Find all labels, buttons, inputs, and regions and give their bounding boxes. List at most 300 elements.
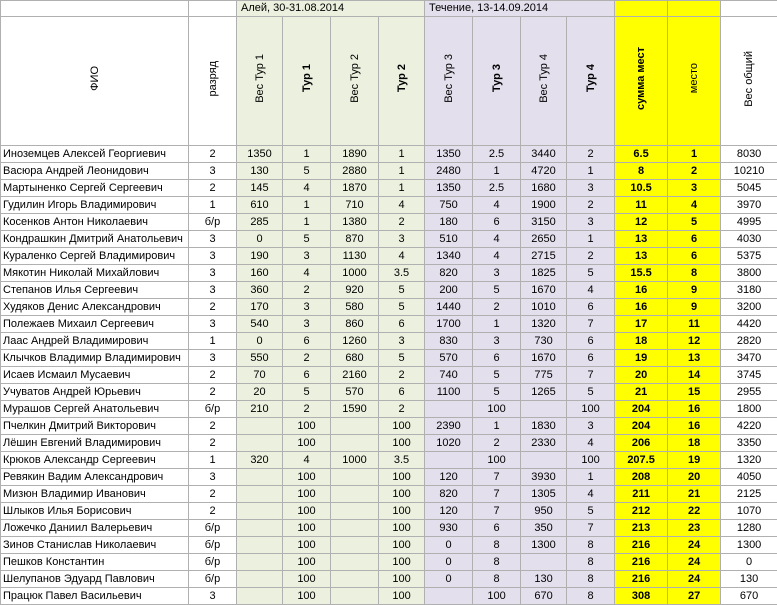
cell-ves-tur-1[interactable] <box>237 537 283 554</box>
cell-ves-obshiy[interactable]: 1300 <box>721 537 777 554</box>
cell-ves-tur-4[interactable]: 1265 <box>521 384 567 401</box>
cell-ves-tur-4[interactable]: 130 <box>521 571 567 588</box>
cell-tur-1[interactable]: 2 <box>283 401 331 418</box>
cell-ves-tur-1[interactable]: 320 <box>237 452 283 469</box>
cell-summa-mest[interactable]: 308 <box>615 588 668 605</box>
cell-summa-mest[interactable]: 12 <box>615 214 668 231</box>
cell-ves-tur-2[interactable]: 1890 <box>331 146 379 163</box>
cell-tur-1[interactable]: 100 <box>283 520 331 537</box>
cell-tur-2[interactable]: 4 <box>379 197 425 214</box>
cell-ves-tur-1[interactable]: 190 <box>237 248 283 265</box>
cell-tur-1[interactable]: 3 <box>283 316 331 333</box>
cell-tur-1[interactable]: 5 <box>283 384 331 401</box>
cell-tur-3[interactable]: 100 <box>473 452 521 469</box>
cell-ves-obshiy[interactable]: 4995 <box>721 214 777 231</box>
cell-tur-4[interactable]: 2 <box>567 248 615 265</box>
cell-mesto[interactable]: 8 <box>668 265 721 282</box>
cell-mesto[interactable]: 4 <box>668 197 721 214</box>
cell-ves-tur-3[interactable]: 1700 <box>425 316 473 333</box>
header-mesto[interactable]: место <box>668 17 721 146</box>
cell-ves-tur-1[interactable] <box>237 503 283 520</box>
cell-ves-obshiy[interactable]: 3970 <box>721 197 777 214</box>
cell-ves-tur-1[interactable]: 285 <box>237 214 283 231</box>
cell-tur-3[interactable]: 2.5 <box>473 180 521 197</box>
cell-summa-mest[interactable]: 13 <box>615 231 668 248</box>
cell-tur-3[interactable]: 5 <box>473 282 521 299</box>
cell-ves-tur-2[interactable] <box>331 588 379 605</box>
cell-ves-tur-2[interactable] <box>331 486 379 503</box>
cell-fio[interactable]: Шлыков Илья Борисович <box>1 503 189 520</box>
cell-razryad[interactable]: б/р <box>189 571 237 588</box>
cell-fio[interactable]: Кураленко Сергей Владимирович <box>1 248 189 265</box>
cell-ves-tur-2[interactable] <box>331 503 379 520</box>
cell-ves-tur-2[interactable]: 1260 <box>331 333 379 350</box>
cell-summa-mest[interactable]: 18 <box>615 333 668 350</box>
cell-ves-tur-1[interactable]: 145 <box>237 180 283 197</box>
cell-summa-mest[interactable]: 216 <box>615 537 668 554</box>
cell-ves-obshiy[interactable]: 3745 <box>721 367 777 384</box>
cell-mesto[interactable]: 3 <box>668 180 721 197</box>
cell-tur-3[interactable]: 8 <box>473 554 521 571</box>
cell-tur-4[interactable]: 1 <box>567 163 615 180</box>
cell-tur-2[interactable]: 100 <box>379 588 425 605</box>
cell-ves-obshiy[interactable]: 670 <box>721 588 777 605</box>
cell-ves-tur-3[interactable]: 830 <box>425 333 473 350</box>
cell-ves-tur-2[interactable]: 1000 <box>331 265 379 282</box>
cell-razryad[interactable]: 2 <box>189 435 237 452</box>
cell-ves-obshiy[interactable]: 1320 <box>721 452 777 469</box>
cell-tur-4[interactable]: 6 <box>567 350 615 367</box>
cell-tur-4[interactable]: 4 <box>567 435 615 452</box>
cell-tur-2[interactable]: 3.5 <box>379 265 425 282</box>
cell-ves-tur-2[interactable]: 920 <box>331 282 379 299</box>
cell-fio[interactable]: Худяков Денис Александрович <box>1 299 189 316</box>
cell-ves-obshiy[interactable]: 10210 <box>721 163 777 180</box>
cell-tur-3[interactable]: 6 <box>473 520 521 537</box>
cell-tur-2[interactable]: 5 <box>379 299 425 316</box>
cell-summa-mest[interactable]: 206 <box>615 435 668 452</box>
cell-tur-2[interactable]: 100 <box>379 418 425 435</box>
cell-ves-tur-1[interactable]: 130 <box>237 163 283 180</box>
cell-fio[interactable]: Учуватов Андрей Юрьевич <box>1 384 189 401</box>
cell-mesto[interactable]: 15 <box>668 384 721 401</box>
cell-tur-1[interactable]: 100 <box>283 571 331 588</box>
cell-tur-3[interactable]: 6 <box>473 214 521 231</box>
cell-tur-4[interactable]: 100 <box>567 452 615 469</box>
cell-ves-obshiy[interactable]: 0 <box>721 554 777 571</box>
header-ves-obshiy[interactable]: Вес общий <box>721 17 777 146</box>
cell-ves-tur-3[interactable]: 0 <box>425 571 473 588</box>
cell-tur-4[interactable]: 3 <box>567 214 615 231</box>
cell-tur-2[interactable]: 100 <box>379 435 425 452</box>
cell-fio[interactable]: Пчелкин Дмитрий Викторович <box>1 418 189 435</box>
cell-razryad[interactable]: 2 <box>189 503 237 520</box>
cell-ves-tur-2[interactable]: 580 <box>331 299 379 316</box>
cell-ves-tur-3[interactable]: 2390 <box>425 418 473 435</box>
cell-mesto[interactable]: 6 <box>668 231 721 248</box>
cell-ves-tur-2[interactable]: 570 <box>331 384 379 401</box>
cell-ves-tur-1[interactable] <box>237 571 283 588</box>
cell-fio[interactable]: Шелупанов Эдуард Павлович <box>1 571 189 588</box>
cell-ves-obshiy[interactable]: 2125 <box>721 486 777 503</box>
cell-ves-tur-1[interactable] <box>237 486 283 503</box>
cell-fio[interactable]: Кондрашкин Дмитрий Анатольевич <box>1 231 189 248</box>
cell-summa-mest[interactable]: 216 <box>615 554 668 571</box>
cell-ves-tur-1[interactable]: 550 <box>237 350 283 367</box>
cell-ves-tur-1[interactable] <box>237 418 283 435</box>
cell-tur-4[interactable]: 5 <box>567 265 615 282</box>
cell-tur-1[interactable]: 1 <box>283 214 331 231</box>
cell-ves-tur-3[interactable]: 570 <box>425 350 473 367</box>
cell-tur-3[interactable]: 5 <box>473 367 521 384</box>
cell-ves-tur-2[interactable]: 1000 <box>331 452 379 469</box>
header-ves-tur-4[interactable]: Вес Тур 4 <box>521 17 567 146</box>
cell-ves-obshiy[interactable]: 3200 <box>721 299 777 316</box>
cell-ves-tur-1[interactable]: 540 <box>237 316 283 333</box>
cell-ves-tur-2[interactable]: 1870 <box>331 180 379 197</box>
cell-fio[interactable]: Полежаев Михаил Сергеевич <box>1 316 189 333</box>
cell-tur-3[interactable]: 5 <box>473 384 521 401</box>
cell-summa-mest[interactable]: 204 <box>615 418 668 435</box>
cell-tur-2[interactable]: 1 <box>379 163 425 180</box>
cell-razryad[interactable]: б/р <box>189 554 237 571</box>
cell-ves-tur-4[interactable]: 1900 <box>521 197 567 214</box>
cell-fio[interactable]: Лёшин Евгений Владимирович <box>1 435 189 452</box>
cell-mesto[interactable]: 16 <box>668 401 721 418</box>
cell-ves-tur-4[interactable]: 3440 <box>521 146 567 163</box>
cell-tur-4[interactable]: 8 <box>567 588 615 605</box>
cell-tur-4[interactable]: 5 <box>567 384 615 401</box>
cell-mesto[interactable]: 21 <box>668 486 721 503</box>
cell-razryad[interactable]: 3 <box>189 248 237 265</box>
cell-ves-tur-4[interactable]: 1300 <box>521 537 567 554</box>
cell-ves-tur-2[interactable] <box>331 571 379 588</box>
cell-tur-1[interactable]: 100 <box>283 486 331 503</box>
cell-tur-3[interactable]: 8 <box>473 571 521 588</box>
cell-tur-1[interactable]: 4 <box>283 180 331 197</box>
cell-ves-tur-2[interactable] <box>331 537 379 554</box>
cell-ves-tur-3[interactable]: 1020 <box>425 435 473 452</box>
cell-razryad[interactable]: 3 <box>189 350 237 367</box>
cell-ves-tur-4[interactable]: 4720 <box>521 163 567 180</box>
cell-ves-obshiy[interactable]: 4420 <box>721 316 777 333</box>
cell-razryad[interactable]: б/р <box>189 214 237 231</box>
cell-mesto[interactable]: 9 <box>668 299 721 316</box>
cell-ves-tur-1[interactable]: 160 <box>237 265 283 282</box>
cell-ves-tur-4[interactable] <box>521 452 567 469</box>
cell-ves-tur-3[interactable]: 180 <box>425 214 473 231</box>
cell-razryad[interactable]: 2 <box>189 486 237 503</box>
cell-mesto[interactable]: 13 <box>668 350 721 367</box>
cell-mesto[interactable]: 27 <box>668 588 721 605</box>
header-ves-tur-3[interactable]: Вес Тур 3 <box>425 17 473 146</box>
cell-tur-3[interactable]: 4 <box>473 231 521 248</box>
cell-tur-3[interactable]: 100 <box>473 401 521 418</box>
cell-summa-mest[interactable]: 211 <box>615 486 668 503</box>
cell-ves-tur-4[interactable] <box>521 554 567 571</box>
cell-fio[interactable]: Гудилин Игорь Владимирович <box>1 197 189 214</box>
cell-mesto[interactable]: 24 <box>668 571 721 588</box>
cell-ves-tur-4[interactable]: 1680 <box>521 180 567 197</box>
cell-ves-tur-3[interactable] <box>425 401 473 418</box>
cell-tur-3[interactable]: 100 <box>473 588 521 605</box>
cell-mesto[interactable]: 24 <box>668 554 721 571</box>
cell-fio[interactable]: Иноземцев Алексей Георгиевич <box>1 146 189 163</box>
cell-fio[interactable]: Мизюн Владимир Иванович <box>1 486 189 503</box>
cell-tur-1[interactable]: 5 <box>283 231 331 248</box>
cell-tur-4[interactable]: 7 <box>567 520 615 537</box>
cell-tur-2[interactable]: 2 <box>379 214 425 231</box>
cell-ves-obshiy[interactable]: 3470 <box>721 350 777 367</box>
cell-tur-1[interactable]: 100 <box>283 554 331 571</box>
cell-tur-3[interactable]: 7 <box>473 486 521 503</box>
cell-tur-4[interactable]: 1 <box>567 469 615 486</box>
cell-tur-3[interactable]: 1 <box>473 418 521 435</box>
cell-fio[interactable]: Исаев Исмаил Мусаевич <box>1 367 189 384</box>
cell-fio[interactable]: Ревякин Вадим Александрович <box>1 469 189 486</box>
cell-tur-4[interactable]: 1 <box>567 231 615 248</box>
cell-tur-3[interactable]: 1 <box>473 316 521 333</box>
cell-tur-4[interactable]: 7 <box>567 316 615 333</box>
cell-tur-2[interactable]: 3.5 <box>379 452 425 469</box>
cell-ves-tur-3[interactable]: 200 <box>425 282 473 299</box>
cell-ves-tur-4[interactable]: 1830 <box>521 418 567 435</box>
cell-razryad[interactable]: 3 <box>189 163 237 180</box>
cell-ves-tur-3[interactable]: 1350 <box>425 146 473 163</box>
cell-ves-tur-4[interactable]: 1320 <box>521 316 567 333</box>
cell-ves-tur-3[interactable]: 510 <box>425 231 473 248</box>
cell-ves-tur-1[interactable]: 360 <box>237 282 283 299</box>
cell-ves-tur-4[interactable]: 1670 <box>521 282 567 299</box>
cell-tur-1[interactable]: 3 <box>283 248 331 265</box>
group-label-aley[interactable]: Алей, 30-31.08.2014 <box>237 1 425 17</box>
cell-tur-2[interactable]: 3 <box>379 231 425 248</box>
cell-ves-tur-2[interactable]: 860 <box>331 316 379 333</box>
cell-tur-1[interactable]: 2 <box>283 350 331 367</box>
cell-tur-4[interactable]: 100 <box>567 401 615 418</box>
cell-tur-4[interactable]: 8 <box>567 554 615 571</box>
cell-ves-obshiy[interactable]: 1800 <box>721 401 777 418</box>
cell-ves-tur-1[interactable] <box>237 520 283 537</box>
cell-ves-tur-4[interactable]: 350 <box>521 520 567 537</box>
cell-ves-tur-4[interactable]: 2650 <box>521 231 567 248</box>
empty-cell[interactable] <box>1 1 189 17</box>
cell-fio[interactable]: Мурашов Сергей Анатольевич <box>1 401 189 418</box>
cell-ves-tur-2[interactable]: 680 <box>331 350 379 367</box>
cell-tur-2[interactable]: 2 <box>379 367 425 384</box>
cell-summa-mest[interactable]: 208 <box>615 469 668 486</box>
cell-ves-tur-3[interactable]: 820 <box>425 486 473 503</box>
cell-ves-tur-2[interactable]: 710 <box>331 197 379 214</box>
cell-fio[interactable]: Лаас Андрей Владимирович <box>1 333 189 350</box>
cell-ves-tur-3[interactable]: 120 <box>425 503 473 520</box>
cell-tur-1[interactable]: 3 <box>283 299 331 316</box>
cell-razryad[interactable]: 3 <box>189 282 237 299</box>
cell-ves-obshiy[interactable]: 4050 <box>721 469 777 486</box>
header-summa-mest[interactable]: сумма мест <box>615 17 668 146</box>
cell-ves-tur-2[interactable] <box>331 520 379 537</box>
cell-fio[interactable]: Працюк Павел Васильевич <box>1 588 189 605</box>
cell-tur-3[interactable]: 7 <box>473 469 521 486</box>
cell-tur-3[interactable]: 8 <box>473 537 521 554</box>
cell-tur-2[interactable]: 5 <box>379 282 425 299</box>
cell-tur-4[interactable]: 7 <box>567 367 615 384</box>
cell-summa-mest[interactable]: 213 <box>615 520 668 537</box>
cell-ves-obshiy[interactable]: 4220 <box>721 418 777 435</box>
cell-razryad[interactable]: 2 <box>189 180 237 197</box>
cell-ves-tur-1[interactable] <box>237 469 283 486</box>
cell-mesto[interactable]: 5 <box>668 214 721 231</box>
cell-razryad[interactable]: 1 <box>189 333 237 350</box>
cell-ves-tur-3[interactable]: 120 <box>425 469 473 486</box>
cell-ves-tur-1[interactable]: 1350 <box>237 146 283 163</box>
cell-razryad[interactable]: 2 <box>189 146 237 163</box>
cell-ves-obshiy[interactable]: 5375 <box>721 248 777 265</box>
cell-tur-3[interactable]: 4 <box>473 197 521 214</box>
header-tur-3[interactable]: Тур 3 <box>473 17 521 146</box>
cell-mesto[interactable]: 6 <box>668 248 721 265</box>
cell-summa-mest[interactable]: 11 <box>615 197 668 214</box>
cell-tur-4[interactable]: 8 <box>567 537 615 554</box>
cell-summa-mest[interactable]: 8 <box>615 163 668 180</box>
cell-ves-tur-1[interactable] <box>237 554 283 571</box>
cell-tur-2[interactable]: 100 <box>379 571 425 588</box>
cell-ves-tur-4[interactable]: 3930 <box>521 469 567 486</box>
cell-razryad[interactable]: 3 <box>189 316 237 333</box>
cell-tur-2[interactable]: 100 <box>379 469 425 486</box>
cell-razryad[interactable]: б/р <box>189 520 237 537</box>
cell-tur-4[interactable]: 4 <box>567 486 615 503</box>
cell-ves-tur-3[interactable]: 2480 <box>425 163 473 180</box>
cell-tur-3[interactable]: 3 <box>473 333 521 350</box>
cell-tur-4[interactable]: 6 <box>567 333 615 350</box>
cell-mesto[interactable]: 1 <box>668 146 721 163</box>
cell-fio[interactable]: Васюра Андрей Леонидович <box>1 163 189 180</box>
cell-ves-tur-2[interactable] <box>331 418 379 435</box>
cell-razryad[interactable]: 1 <box>189 452 237 469</box>
cell-ves-tur-1[interactable] <box>237 435 283 452</box>
cell-tur-4[interactable]: 3 <box>567 418 615 435</box>
cell-summa-mest[interactable]: 204 <box>615 401 668 418</box>
cell-ves-tur-1[interactable]: 210 <box>237 401 283 418</box>
cell-ves-tur-3[interactable]: 1340 <box>425 248 473 265</box>
cell-ves-tur-2[interactable] <box>331 435 379 452</box>
cell-tur-1[interactable]: 100 <box>283 537 331 554</box>
cell-ves-tur-4[interactable]: 730 <box>521 333 567 350</box>
cell-ves-tur-4[interactable]: 670 <box>521 588 567 605</box>
cell-mesto[interactable]: 24 <box>668 537 721 554</box>
cell-ves-tur-4[interactable]: 2330 <box>521 435 567 452</box>
cell-tur-2[interactable]: 6 <box>379 316 425 333</box>
cell-mesto[interactable]: 11 <box>668 316 721 333</box>
cell-tur-1[interactable]: 100 <box>283 503 331 520</box>
cell-ves-tur-3[interactable]: 1100 <box>425 384 473 401</box>
cell-summa-mest[interactable]: 15.5 <box>615 265 668 282</box>
cell-razryad[interactable]: 3 <box>189 231 237 248</box>
cell-tur-3[interactable]: 2 <box>473 435 521 452</box>
cell-summa-mest[interactable]: 21 <box>615 384 668 401</box>
cell-tur-2[interactable]: 100 <box>379 520 425 537</box>
cell-summa-mest[interactable]: 19 <box>615 350 668 367</box>
cell-fio[interactable]: Мартыненко Сергей Сергеевич <box>1 180 189 197</box>
cell-ves-tur-3[interactable]: 740 <box>425 367 473 384</box>
cell-ves-obshiy[interactable]: 5045 <box>721 180 777 197</box>
cell-ves-tur-4[interactable]: 775 <box>521 367 567 384</box>
cell-tur-1[interactable]: 1 <box>283 197 331 214</box>
cell-summa-mest[interactable]: 16 <box>615 299 668 316</box>
cell-tur-2[interactable]: 100 <box>379 554 425 571</box>
cell-tur-2[interactable]: 100 <box>379 537 425 554</box>
cell-ves-tur-4[interactable]: 1825 <box>521 265 567 282</box>
cell-tur-1[interactable]: 4 <box>283 265 331 282</box>
cell-tur-2[interactable]: 6 <box>379 384 425 401</box>
cell-ves-obshiy[interactable]: 4030 <box>721 231 777 248</box>
cell-ves-tur-1[interactable]: 0 <box>237 231 283 248</box>
cell-tur-1[interactable]: 1 <box>283 146 331 163</box>
cell-fio[interactable]: Крюков Александр Сергеевич <box>1 452 189 469</box>
cell-mesto[interactable]: 9 <box>668 282 721 299</box>
cell-ves-tur-3[interactable]: 1350 <box>425 180 473 197</box>
cell-ves-tur-4[interactable]: 950 <box>521 503 567 520</box>
cell-razryad[interactable]: 3 <box>189 265 237 282</box>
cell-ves-obshiy[interactable]: 2955 <box>721 384 777 401</box>
cell-tur-1[interactable]: 100 <box>283 469 331 486</box>
cell-mesto[interactable]: 12 <box>668 333 721 350</box>
cell-summa-mest[interactable]: 212 <box>615 503 668 520</box>
cell-tur-4[interactable]: 4 <box>567 282 615 299</box>
cell-mesto[interactable]: 22 <box>668 503 721 520</box>
cell-summa-mest[interactable]: 16 <box>615 282 668 299</box>
empty-cell[interactable] <box>721 1 777 17</box>
cell-ves-tur-2[interactable]: 1380 <box>331 214 379 231</box>
cell-fio[interactable]: Клычков Владимир Владимирович <box>1 350 189 367</box>
cell-fio[interactable]: Степанов Илья Сергеевич <box>1 282 189 299</box>
cell-razryad[interactable]: 2 <box>189 299 237 316</box>
cell-razryad[interactable]: б/р <box>189 537 237 554</box>
cell-razryad[interactable]: 2 <box>189 418 237 435</box>
cell-tur-1[interactable]: 4 <box>283 452 331 469</box>
cell-tur-4[interactable]: 2 <box>567 197 615 214</box>
cell-tur-4[interactable]: 6 <box>567 299 615 316</box>
cell-summa-mest[interactable]: 216 <box>615 571 668 588</box>
cell-mesto[interactable]: 16 <box>668 418 721 435</box>
cell-tur-2[interactable]: 100 <box>379 503 425 520</box>
cell-ves-tur-3[interactable]: 930 <box>425 520 473 537</box>
header-fio[interactable]: ФИО <box>1 17 189 146</box>
cell-tur-1[interactable]: 2 <box>283 282 331 299</box>
empty-cell[interactable] <box>615 1 668 17</box>
cell-fio[interactable]: Пешков Константин <box>1 554 189 571</box>
cell-ves-obshiy[interactable]: 3350 <box>721 435 777 452</box>
cell-tur-3[interactable]: 3 <box>473 265 521 282</box>
cell-mesto[interactable]: 18 <box>668 435 721 452</box>
cell-ves-tur-4[interactable]: 1670 <box>521 350 567 367</box>
cell-tur-2[interactable]: 5 <box>379 350 425 367</box>
cell-razryad[interactable]: 2 <box>189 367 237 384</box>
cell-summa-mest[interactable]: 13 <box>615 248 668 265</box>
cell-ves-obshiy[interactable]: 1070 <box>721 503 777 520</box>
empty-cell[interactable] <box>668 1 721 17</box>
cell-ves-obshiy[interactable]: 2820 <box>721 333 777 350</box>
cell-tur-1[interactable]: 100 <box>283 435 331 452</box>
cell-summa-mest[interactable]: 17 <box>615 316 668 333</box>
cell-tur-2[interactable]: 2 <box>379 401 425 418</box>
empty-cell[interactable] <box>189 1 237 17</box>
cell-razryad[interactable]: 2 <box>189 384 237 401</box>
cell-ves-obshiy[interactable]: 1280 <box>721 520 777 537</box>
cell-tur-3[interactable]: 2 <box>473 299 521 316</box>
cell-ves-tur-1[interactable]: 610 <box>237 197 283 214</box>
